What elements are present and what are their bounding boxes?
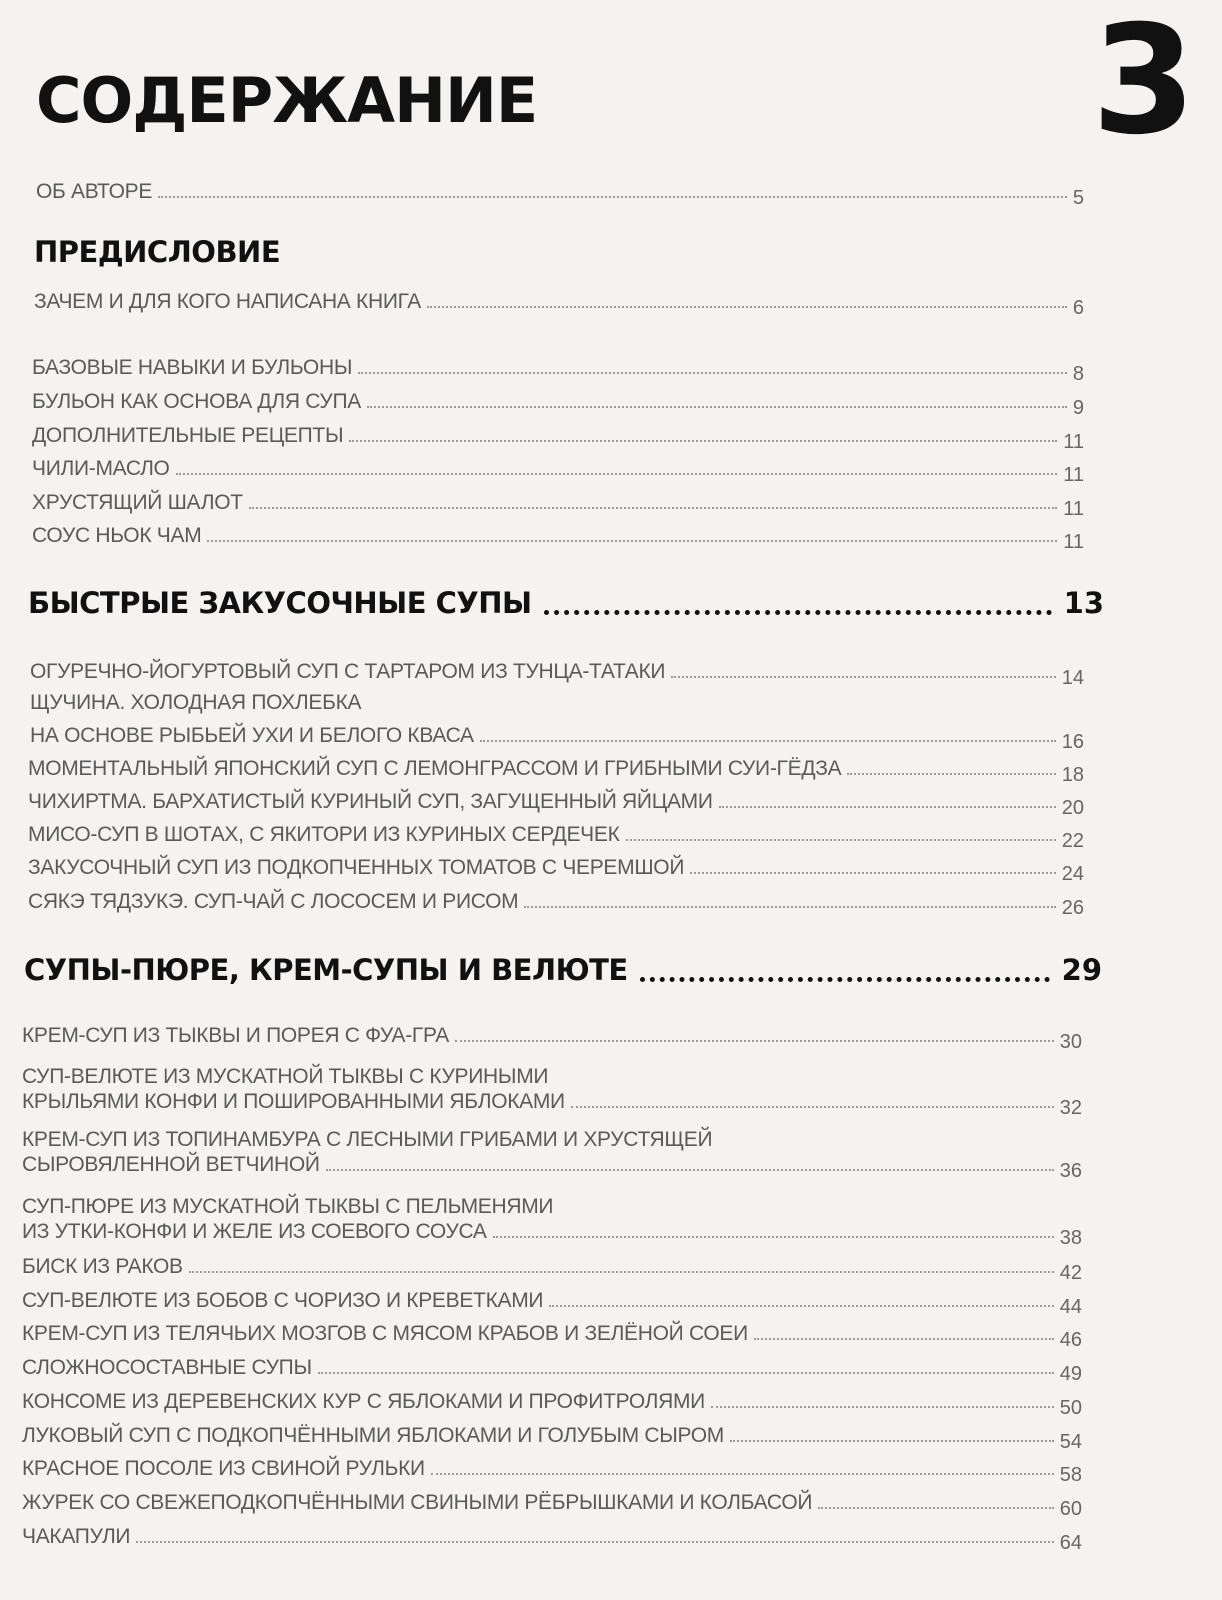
toc-entry-label-line1: КРЕМ-СУП ИЗ ТОПИНАМБУРА С ЛЕСНЫМИ ГРИБАМИ И ХРУСТЯЩЕЙ	[22, 1128, 713, 1151]
toc-entry-page: 42	[1059, 1262, 1082, 1284]
toc-entry-page: 8	[1072, 363, 1084, 385]
page-title: СОДЕРЖАНИЕ	[36, 64, 538, 137]
toc-entry-page: 24	[1061, 863, 1084, 885]
toc-entry-label-line1: СУП-ВЕЛЮТЕ ИЗ МУСКАТНОЙ ТЫКВЫ С КУРИНЫМИ	[22, 1065, 549, 1088]
dot-leader	[640, 977, 1050, 982]
chapter-title: БЫСТРЫЕ ЗАКУСОЧНЫЕ СУПЫ	[28, 586, 532, 620]
toc-entry-page: 6	[1072, 297, 1084, 319]
toc-entry-page: 11	[1063, 431, 1084, 453]
dot-leader	[544, 610, 1052, 615]
dot-leader	[326, 1169, 1054, 1171]
toc-entry-label: ЧИЛИ-МАСЛО	[32, 457, 170, 480]
toc-entry-label: СЫРОВЯЛЕННОЙ ВЕТЧИНОЙ	[22, 1153, 320, 1176]
dot-leader	[176, 473, 1058, 475]
chapter-heading-quick-soups[interactable]	[28, 578, 1104, 618]
dot-leader	[818, 1507, 1054, 1509]
toc-entry[interactable]	[28, 782, 1084, 819]
dot-leader	[493, 1236, 1054, 1238]
toc-entry-label: КОНСОМЕ ИЗ ДЕРЕВЕНСКИХ КУР С ЯБЛОКАМИ И ПРОФИТРОЛЯМИ	[22, 1390, 705, 1413]
toc-entry-page: 11	[1063, 531, 1084, 553]
toc-entry-page: 50	[1059, 1397, 1082, 1419]
toc-entry-page: 64	[1059, 1532, 1082, 1554]
dot-leader	[358, 372, 1067, 374]
toc-entry-page: 16	[1061, 731, 1084, 753]
dot-leader	[730, 1440, 1054, 1442]
toc-entry-about-author[interactable]	[36, 172, 1084, 209]
toc-entry-label: КРЫЛЬЯМИ КОНФИ И ПОШИРОВАННЫМИ ЯБЛОКАМИ	[22, 1090, 565, 1113]
toc-entry-label: МОМЕНТАЛЬНЫЙ ЯПОНСКИЙ СУП С ЛЕМОНГРАССОМ И ГРИБНЫМИ СУИ-ГЁДЗА	[28, 757, 842, 780]
toc-entry[interactable]	[22, 1082, 1082, 1119]
dot-leader	[711, 1406, 1054, 1408]
toc-entry-label: ОГУРЕЧНО-ЙОГУРТОВЫЙ СУП С ТАРТАРОМ ИЗ ТУНЦА-ТАТАКИ	[30, 660, 666, 683]
toc-entry[interactable]	[32, 449, 1084, 486]
dot-leader	[671, 676, 1056, 678]
toc-entry-label-line1: СУП-ПЮРЕ ИЗ МУСКАТНОЙ ТЫКВЫ С ПЕЛЬМЕНЯМИ	[22, 1195, 554, 1218]
chapter-heading-puree-soups[interactable]	[24, 945, 1102, 985]
toc-entry[interactable]	[22, 1449, 1082, 1486]
dot-leader	[754, 1338, 1054, 1340]
toc-entry[interactable]	[22, 1281, 1082, 1318]
toc-entry-page: 54	[1059, 1431, 1082, 1453]
dot-leader	[158, 196, 1067, 198]
toc-entry-label: ЗАЧЕМ И ДЛЯ КОГО НАПИСАНА КНИГА	[34, 290, 422, 313]
chapter-page: 29	[1061, 953, 1102, 987]
toc-entry-page: 11	[1063, 498, 1084, 520]
toc-entry-label: ДОПОЛНИТЕЛЬНЫЕ РЕЦЕПТЫ	[32, 424, 344, 447]
chapter-page: 13	[1063, 586, 1104, 620]
toc-entry[interactable]	[22, 1382, 1082, 1419]
chapter-title: СУПЫ-ПЮРЕ, КРЕМ-СУПЫ И ВЕЛЮТЕ	[24, 953, 628, 987]
toc-entry-page: 22	[1061, 830, 1084, 852]
toc-entry-page: 9	[1072, 397, 1084, 419]
toc-entry-label: БАЗОВЫЕ НАВЫКИ И БУЛЬОНЫ	[32, 356, 353, 379]
dot-leader	[847, 773, 1055, 775]
toc-entry-label: СУП-ВЕЛЮТЕ ИЗ БОБОВ С ЧОРИЗО И КРЕВЕТКАМИ	[22, 1289, 544, 1312]
toc-entry[interactable]	[28, 749, 1084, 786]
toc-entry-page: 20	[1061, 797, 1084, 819]
toc-entry-label: СЯКЭ ТЯДЗУКЭ. СУП-ЧАЙ С ЛОСОСЕМ И РИСОМ	[28, 890, 519, 913]
dot-leader	[571, 1106, 1054, 1108]
toc-entry-page: 38	[1059, 1227, 1082, 1249]
toc-entry-label: ИЗ УТКИ-КОНФИ И ЖЕЛЕ ИЗ СОЕВОГО СОУСА	[22, 1220, 487, 1243]
toc-entry[interactable]	[30, 652, 1084, 689]
toc-entry-label: ЧИХИРТМА. БАРХАТИСТЫЙ КУРИНЫЙ СУП, ЗАГУЩЕННЫЙ ЯЙЦАМИ	[28, 790, 713, 813]
toc-entry[interactable]	[22, 1416, 1082, 1453]
toc-entry-label: БИСК ИЗ РАКОВ	[22, 1255, 183, 1278]
dot-leader	[431, 1473, 1054, 1475]
toc-entry[interactable]	[22, 1483, 1082, 1520]
dot-leader	[690, 872, 1056, 874]
toc-entry[interactable]	[32, 516, 1084, 553]
toc-entry[interactable]	[28, 848, 1084, 885]
toc-entry[interactable]	[22, 1212, 1082, 1249]
dot-leader	[524, 906, 1055, 908]
toc-entry-label: БУЛЬОН КАК ОСНОВА ДЛЯ СУПА	[32, 390, 361, 413]
toc-entry-label: ХРУСТЯЩИЙ ШАЛОТ	[32, 491, 243, 514]
toc-entry[interactable]	[32, 483, 1084, 520]
toc-entry-page: 30	[1059, 1031, 1082, 1053]
toc-entry-page: 58	[1059, 1464, 1082, 1486]
toc-entry-page: 44	[1059, 1296, 1082, 1318]
toc-entry-label: НА ОСНОВЕ РЫБЬЕЙ УХИ И БЕЛОГО КВАСА	[30, 724, 474, 747]
dot-leader	[719, 806, 1056, 808]
dot-leader	[367, 406, 1067, 408]
dot-leader	[318, 1372, 1054, 1374]
dot-leader	[480, 740, 1056, 742]
toc-entry-label: МИСО-СУП В ШОТАХ, С ЯКИТОРИ ИЗ КУРИНЫХ СЕРДЕЧЕК	[28, 823, 620, 846]
toc-entry[interactable]	[32, 416, 1084, 453]
toc-entry-label: ЛУКОВЫЙ СУП С ПОДКОПЧЁННЫМИ ЯБЛОКАМИ И ГОЛУБЫМ СЫРОМ	[22, 1424, 724, 1447]
toc-entry[interactable]	[22, 1314, 1082, 1351]
dot-leader	[349, 440, 1057, 442]
dot-leader	[189, 1271, 1054, 1273]
toc-entry-page: 18	[1061, 764, 1084, 786]
toc-entry[interactable]	[34, 282, 1084, 319]
page-number: 3	[1091, 0, 1192, 168]
toc-entry-page: 32	[1059, 1097, 1082, 1119]
toc-entry[interactable]	[28, 815, 1084, 852]
toc-entry[interactable]	[22, 1348, 1082, 1385]
dot-leader	[207, 540, 1057, 542]
toc-entry-label: СЛОЖНОСОСТАВНЫЕ СУПЫ	[22, 1356, 312, 1379]
toc-entry-label: КРЕМ-СУП ИЗ ТЫКВЫ И ПОРЕЯ С ФУА-ГРА	[22, 1024, 449, 1047]
toc-entry[interactable]	[22, 1016, 1082, 1053]
dot-leader	[249, 507, 1057, 509]
toc-entry-label: ЖУРЕК СО СВЕЖЕПОДКОПЧЁННЫМИ СВИНЫМИ РЁБРЫШКАМИ И КОЛБАСОЙ	[22, 1491, 813, 1514]
toc-entry[interactable]	[22, 1145, 1082, 1182]
toc-entry-page: 14	[1061, 667, 1084, 689]
dot-leader	[549, 1305, 1054, 1307]
toc-entry-label: КРАСНОЕ ПОСОЛЕ ИЗ СВИНОЙ РУЛЬКИ	[22, 1457, 425, 1480]
toc-entry[interactable]	[32, 348, 1084, 385]
toc-entry[interactable]	[22, 1247, 1082, 1284]
toc-entry-label: ЧАКАПУЛИ	[22, 1525, 131, 1548]
toc-entry-label: ЗАКУСОЧНЫЙ СУП ИЗ ПОДКОПЧЕННЫХ ТОМАТОВ С ЧЕРЕМШОЙ	[28, 856, 685, 879]
toc-entry-label: ОБ АВТОРЕ	[36, 180, 153, 203]
toc-entry[interactable]	[30, 716, 1084, 753]
section-heading-preface: ПРЕДИСЛОВИЕ	[34, 235, 281, 269]
toc-entry[interactable]	[22, 1517, 1082, 1554]
toc-entry-page: 60	[1059, 1498, 1082, 1520]
toc-entry-page: 26	[1061, 897, 1084, 919]
toc-entry-page: 49	[1059, 1363, 1082, 1385]
toc-entry-page: 36	[1059, 1160, 1082, 1182]
toc-entry-page: 46	[1059, 1329, 1082, 1351]
toc-entry-label-line1: ЩУЧИНА. ХОЛОДНАЯ ПОХЛЕБКА	[30, 691, 362, 714]
dot-leader	[136, 1541, 1054, 1543]
toc-entry[interactable]	[32, 382, 1084, 419]
toc-entry[interactable]	[28, 882, 1084, 919]
dot-leader	[455, 1040, 1054, 1042]
toc-entry-label: КРЕМ-СУП ИЗ ТЕЛЯЧЬИХ МОЗГОВ С МЯСОМ КРАБОВ И ЗЕЛЁНОЙ СОЕИ	[22, 1322, 748, 1345]
toc-entry-page: 5	[1072, 187, 1084, 209]
toc-entry-label: СОУС НЬОК ЧАМ	[32, 524, 202, 547]
dot-leader	[427, 306, 1067, 308]
dot-leader	[626, 839, 1056, 841]
toc-entry-page: 11	[1063, 464, 1084, 486]
